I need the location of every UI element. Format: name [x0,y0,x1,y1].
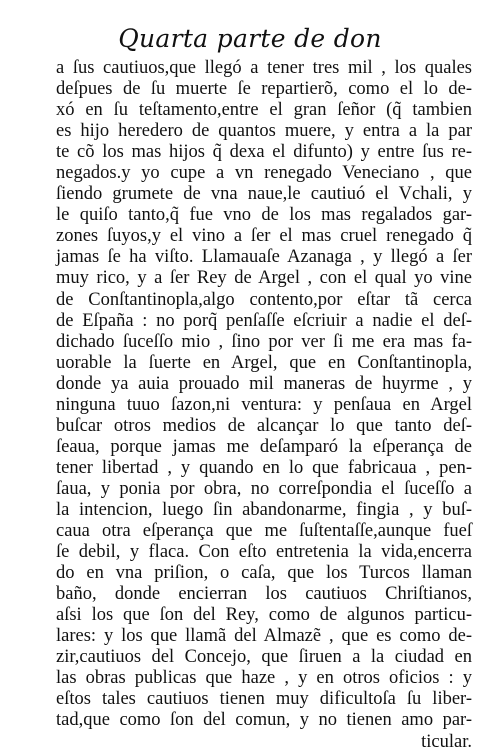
text-line: dichado ſuceſſo mio , ſino por ver ſi me era mas fa- [56,331,472,352]
text-line: xó en ſu teſtamento,entre el gran ſeñor (q̃ tambien [56,100,472,121]
text-line: buſcar otros medios de alcançar lo que tanto deſ- [56,415,472,436]
text-line: donde ya auia prouado mil maneras de huyrme , y [56,373,472,394]
text-line: ſaua, y ponia por obra, no correſpondia el ſuceſſo a [56,478,472,499]
text-line: eſtos tales cautiuos tienen muy dificultoſa ſu liber- [56,689,472,710]
text-line: deſpues de ſu muerte ſe repartierõ, como el lo de- [56,79,472,100]
text-line: zir,cautiuos del Concejo, que ſiruen a la ciudad en [56,647,472,668]
text-line: zones ſuyos,y el vino a ſer el mas cruel renegado q̃ [56,226,472,247]
text-line: lares: y los que llamã del Almazẽ , que es como de- [56,626,472,647]
text-line: muy rico, y a ſer Rey de Argel , con el qual yo vine [56,268,472,289]
text-line: baño, donde encierran los cautiuos Chriſtianos, [56,584,472,605]
text-line: de Eſpaña : no porq̃ penſaſſe eſcriuir a nadie el deſ- [56,310,472,331]
text-line: ſeaua, porque jamas me deſamparó la eſperança de [56,436,472,457]
text-line: te cõ los mas hijos q̃ dexa el difunto) y entre ſus re- [56,142,472,163]
text-line: aſsi los que ſon del Rey, como de algunos particu- [56,605,472,626]
text-line: tad,que como ſon del comun, y no tienen amo par- [56,710,472,731]
running-head: Quarta parte de don [118,24,382,53]
text-line: las obras publicas que haze , y en otros oficios : y [56,668,472,689]
text-line: ſe debil, y flaca. Con eſto entretenia la vida,encerra [56,542,472,563]
text-line: de Conſtantinopla,algo contento,por eſtar tã cerca [56,289,472,310]
text-line: ticular. [421,731,472,752]
body-text [56,58,472,753]
text-line: jamas ſe ha viſto. Llamauaſe Azanaga , y llegó a ſer [56,247,472,268]
text-line: caua otra eſperança que me ſuſtentaſſe,aunque fueſ [56,521,472,542]
text-line: uorable la ſuerte en Argel, que en Conſtantinopla, [56,352,472,373]
text-line: a ſus cautiuos,que llegó a tener tres mil , los quales [56,58,472,78]
text-line: la intencion, luego ſin abandonarme, fingia , y buſ- [56,499,472,520]
text-line: do en vna priſion, o caſa, que los Turcos llaman [56,563,472,584]
text-line: ninguna tuuo ſazon,ni ventura: y penſaua en Argel [56,394,472,415]
text-line: tener libertad , y quando en lo que fabricaua , pen- [56,457,472,478]
text-line: ſiendo grumete de vna naue,le cautiuó el Vchali, y [56,184,472,205]
text-line: es hijo heredero de quantos muere, y entra a la par [56,121,472,142]
text-line: le quiſo tanto,q̃ fue vno de los mas regalados gar- [56,205,472,226]
text-line: negados.y yo cupe a vn renegado Veneciano , que [56,163,472,184]
